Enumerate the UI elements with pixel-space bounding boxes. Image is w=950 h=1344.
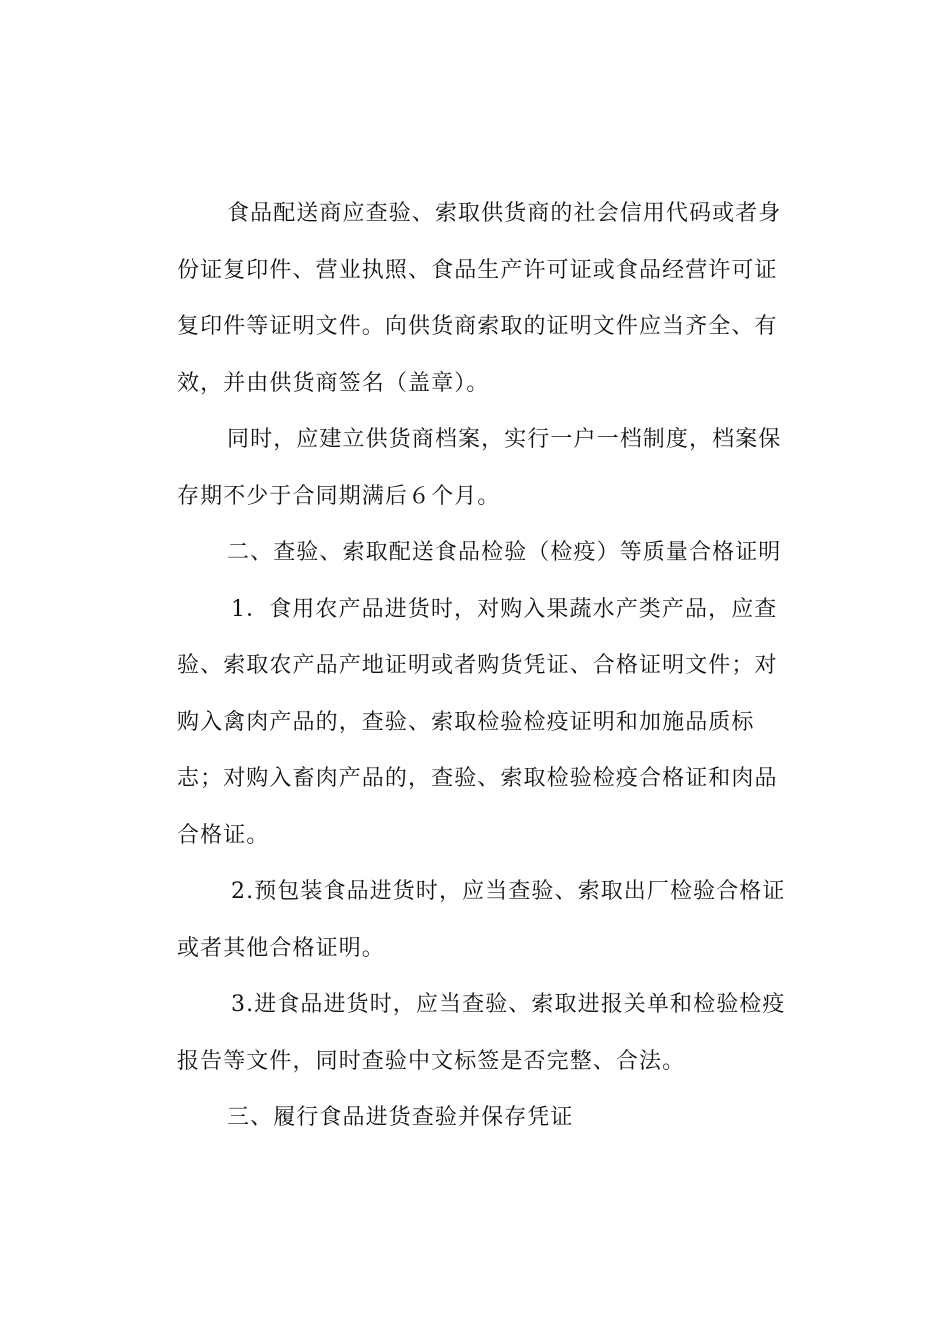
document-body bbox=[177, 186, 786, 1147]
text-line: 验、索取农产品产地证明或者购货凭证、合格证明文件；对 bbox=[177, 653, 778, 678]
heading-text: 二、查验、索取配送食品检验（检疫）等质量合格证明 bbox=[227, 540, 782, 565]
paragraph-supplier-archive bbox=[177, 412, 782, 525]
section-heading-2 bbox=[177, 525, 782, 582]
heading-text: 三、履行食品进货查验并保存凭证 bbox=[227, 1105, 574, 1130]
paragraph-item-1 bbox=[177, 582, 777, 865]
text-line: 食品配送商应查验、索取供货商的社会信用代码或者身 bbox=[227, 201, 782, 226]
text-line: 复印件等证明文件。向供货商索取的证明文件应当齐全、有 bbox=[177, 314, 778, 339]
text-line: 同时，应建立供货商档案，实行一户一档制度，档案保 bbox=[227, 427, 782, 452]
text-line: 报告等文件，同时查验中文标签是否完整、合法。 bbox=[177, 1048, 686, 1074]
text-line: 或者其他合格证明。 bbox=[177, 935, 385, 961]
text-line: 购入禽肉产品的，查验、索取检验检疫证明和加施品质标 bbox=[177, 709, 755, 735]
text-line: 3.进食品进货时，应当查验、索取进报关单和检验检疫 bbox=[231, 992, 786, 1017]
paragraph-item-2 bbox=[177, 864, 786, 977]
text-line: 2.预包装食品进货时，应当查验、索取出厂检验合格证 bbox=[231, 879, 786, 904]
text-line: 合格证。 bbox=[177, 822, 270, 848]
text-line: 效，并由供货商签名（盖章）。 bbox=[177, 370, 490, 396]
text-line: 存期不少于合同期满后６个月。 bbox=[177, 483, 501, 509]
paragraph-supplier-documents bbox=[177, 186, 782, 412]
paragraph-item-3 bbox=[177, 977, 786, 1090]
text-line: 份证复印件、营业执照、食品生产许可证或食品经营许可证 bbox=[177, 257, 778, 283]
section-heading-3 bbox=[177, 1090, 777, 1147]
text-line: 1．食用农产品进货时，对购入果蔬水产类产品，应查 bbox=[231, 596, 778, 622]
text-line: 志；对购入畜肉产品的，查验、索取检验检疫合格证和肉品 bbox=[177, 766, 778, 791]
